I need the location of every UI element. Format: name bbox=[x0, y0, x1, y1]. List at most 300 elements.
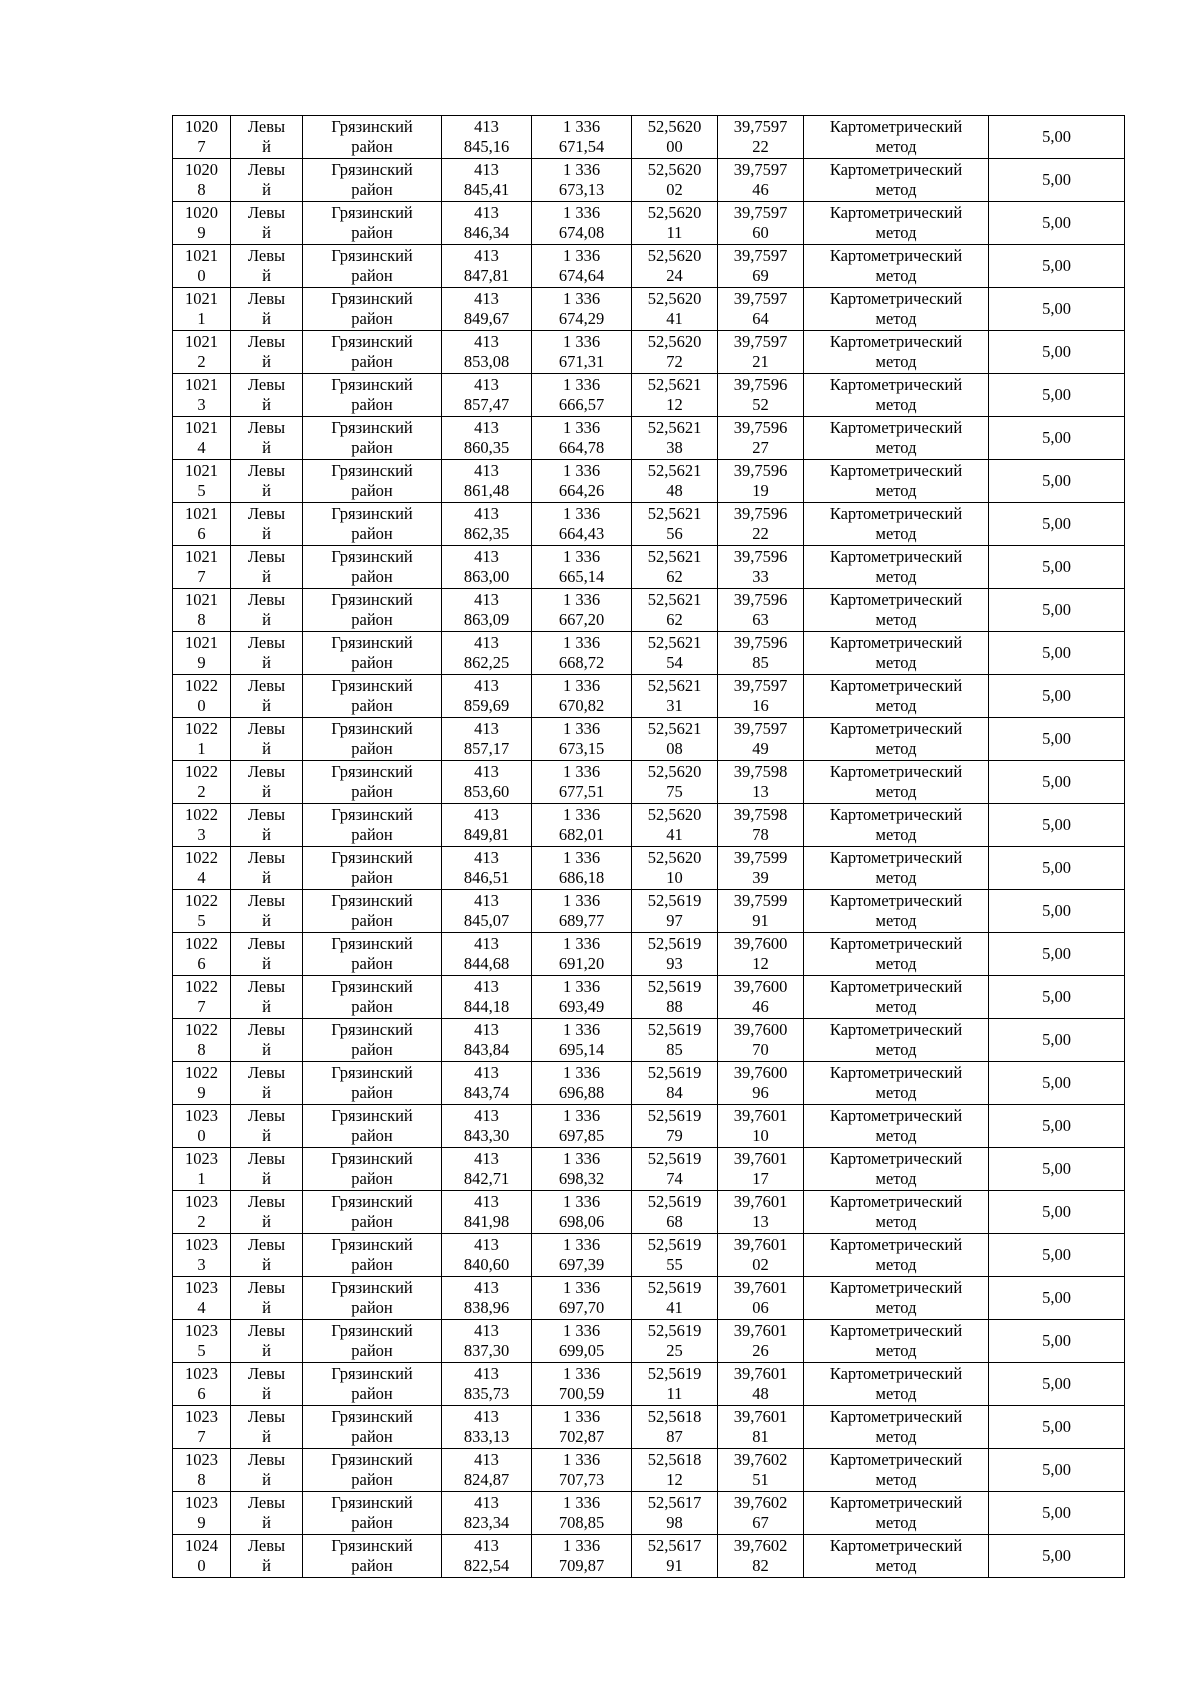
side-cell bbox=[231, 1492, 303, 1535]
district-cell-text: Грязинский район bbox=[331, 1020, 413, 1059]
latitude-cell-text: 52,5617 98 bbox=[647, 1493, 702, 1532]
side-cell-text: Левы й bbox=[247, 590, 286, 629]
x-coordinate-cell-text: 413 823,34 bbox=[463, 1493, 510, 1532]
accuracy-cell bbox=[989, 761, 1125, 804]
method-cell-text: Картометрический метод bbox=[829, 676, 963, 715]
accuracy-cell bbox=[989, 718, 1125, 761]
x-coordinate-cell-text: 413 837,30 bbox=[463, 1321, 510, 1360]
table-row bbox=[173, 1406, 1125, 1449]
y-coordinate-cell bbox=[532, 1449, 632, 1492]
point-number-cell bbox=[173, 202, 231, 245]
accuracy-cell bbox=[989, 1191, 1125, 1234]
latitude-cell bbox=[632, 1492, 718, 1535]
y-coordinate-cell bbox=[532, 890, 632, 933]
y-coordinate-cell bbox=[532, 1191, 632, 1234]
longitude-cell bbox=[718, 202, 804, 245]
method-cell bbox=[804, 245, 989, 288]
x-coordinate-cell bbox=[442, 374, 532, 417]
latitude-cell bbox=[632, 159, 718, 202]
longitude-cell bbox=[718, 589, 804, 632]
point-number-cell-text: 1023 5 bbox=[185, 1321, 218, 1360]
side-cell bbox=[231, 546, 303, 589]
x-coordinate-cell-text: 413 857,47 bbox=[463, 375, 510, 414]
x-coordinate-cell-text: 413 838,96 bbox=[463, 1278, 510, 1317]
side-cell-text: Левы й bbox=[247, 1020, 286, 1059]
point-number-cell bbox=[173, 1191, 231, 1234]
district-cell-text: Грязинский район bbox=[331, 805, 413, 844]
longitude-cell-text: 39,7600 12 bbox=[733, 934, 788, 973]
table-row bbox=[173, 1062, 1125, 1105]
latitude-cell-text: 52,5620 41 bbox=[647, 805, 702, 844]
district-cell bbox=[303, 460, 442, 503]
district-cell bbox=[303, 417, 442, 460]
x-coordinate-cell-text: 413 844,68 bbox=[463, 934, 510, 973]
y-coordinate-cell bbox=[532, 589, 632, 632]
x-coordinate-cell bbox=[442, 1019, 532, 1062]
y-coordinate-cell bbox=[532, 1406, 632, 1449]
side-cell bbox=[231, 1234, 303, 1277]
latitude-cell-text: 52,5618 87 bbox=[647, 1407, 702, 1446]
accuracy-cell-text: 5,00 bbox=[1042, 1116, 1071, 1135]
latitude-cell bbox=[632, 675, 718, 718]
accuracy-cell-text: 5,00 bbox=[1042, 772, 1071, 791]
side-cell-text: Левы й bbox=[247, 418, 286, 457]
method-cell-text: Картометрический метод bbox=[829, 1364, 963, 1403]
table-row bbox=[173, 288, 1125, 331]
method-cell bbox=[804, 288, 989, 331]
point-number-cell bbox=[173, 976, 231, 1019]
x-coordinate-cell-text: 413 843,84 bbox=[463, 1020, 510, 1059]
table-row bbox=[173, 546, 1125, 589]
district-cell bbox=[303, 1105, 442, 1148]
accuracy-cell-text: 5,00 bbox=[1042, 1546, 1071, 1565]
accuracy-cell-text: 5,00 bbox=[1042, 1503, 1071, 1522]
latitude-cell bbox=[632, 976, 718, 1019]
x-coordinate-cell-text: 413 845,16 bbox=[463, 117, 510, 156]
latitude-cell bbox=[632, 1363, 718, 1406]
method-cell bbox=[804, 632, 989, 675]
table-row bbox=[173, 1277, 1125, 1320]
y-coordinate-cell-text: 1 336 664,78 bbox=[558, 418, 605, 457]
side-cell bbox=[231, 761, 303, 804]
accuracy-cell bbox=[989, 632, 1125, 675]
accuracy-cell-text: 5,00 bbox=[1042, 557, 1071, 576]
method-cell-text: Картометрический метод bbox=[829, 1536, 963, 1575]
y-coordinate-cell-text: 1 336 673,13 bbox=[558, 160, 605, 199]
latitude-cell-text: 52,5619 85 bbox=[647, 1020, 702, 1059]
side-cell bbox=[231, 245, 303, 288]
point-number-cell-text: 1020 9 bbox=[185, 203, 218, 242]
method-cell-text: Картометрический метод bbox=[829, 160, 963, 199]
accuracy-cell bbox=[989, 675, 1125, 718]
longitude-cell bbox=[718, 1363, 804, 1406]
accuracy-cell bbox=[989, 933, 1125, 976]
accuracy-cell bbox=[989, 847, 1125, 890]
method-cell-text: Картометрический метод bbox=[829, 246, 963, 285]
method-cell-text: Картометрический метод bbox=[829, 117, 963, 156]
district-cell bbox=[303, 1277, 442, 1320]
longitude-cell bbox=[718, 1406, 804, 1449]
latitude-cell bbox=[632, 331, 718, 374]
district-cell-text: Грязинский район bbox=[331, 762, 413, 801]
method-cell-text: Картометрический метод bbox=[829, 375, 963, 414]
accuracy-cell bbox=[989, 589, 1125, 632]
method-cell-text: Картометрический метод bbox=[829, 1407, 963, 1446]
accuracy-cell-text: 5,00 bbox=[1042, 1288, 1071, 1307]
method-cell-text: Картометрический метод bbox=[829, 805, 963, 844]
table-row bbox=[173, 374, 1125, 417]
district-cell-text: Грязинский район bbox=[331, 1235, 413, 1274]
point-number-cell bbox=[173, 1062, 231, 1105]
method-cell-text: Картометрический метод bbox=[829, 504, 963, 543]
longitude-cell bbox=[718, 718, 804, 761]
side-cell-text: Левы й bbox=[247, 1278, 286, 1317]
side-cell bbox=[231, 202, 303, 245]
table-row bbox=[173, 159, 1125, 202]
district-cell-text: Грязинский район bbox=[331, 977, 413, 1016]
district-cell-text: Грязинский район bbox=[331, 1407, 413, 1446]
accuracy-cell-text: 5,00 bbox=[1042, 1417, 1071, 1436]
latitude-cell bbox=[632, 1105, 718, 1148]
latitude-cell-text: 52,5619 97 bbox=[647, 891, 702, 930]
x-coordinate-cell-text: 413 842,71 bbox=[463, 1149, 510, 1188]
longitude-cell bbox=[718, 116, 804, 159]
longitude-cell bbox=[718, 976, 804, 1019]
side-cell bbox=[231, 1277, 303, 1320]
x-coordinate-cell bbox=[442, 288, 532, 331]
table-row bbox=[173, 1191, 1125, 1234]
district-cell bbox=[303, 589, 442, 632]
accuracy-cell-text: 5,00 bbox=[1042, 385, 1071, 404]
latitude-cell-text: 52,5619 11 bbox=[647, 1364, 702, 1403]
point-number-cell-text: 1021 4 bbox=[185, 418, 218, 457]
accuracy-cell bbox=[989, 503, 1125, 546]
district-cell-text: Грязинский район bbox=[331, 1493, 413, 1532]
y-coordinate-cell-text: 1 336 695,14 bbox=[558, 1020, 605, 1059]
table-row bbox=[173, 890, 1125, 933]
table-body bbox=[173, 116, 1125, 1578]
longitude-cell-text: 39,7596 52 bbox=[733, 375, 788, 414]
method-cell bbox=[804, 1492, 989, 1535]
x-coordinate-cell bbox=[442, 503, 532, 546]
longitude-cell-text: 39,7602 82 bbox=[733, 1536, 788, 1575]
district-cell-text: Грязинский район bbox=[331, 1536, 413, 1575]
district-cell-text: Грязинский район bbox=[331, 891, 413, 930]
side-cell-text: Левы й bbox=[247, 891, 286, 930]
point-number-cell bbox=[173, 632, 231, 675]
side-cell-text: Левы й bbox=[247, 762, 286, 801]
y-coordinate-cell bbox=[532, 632, 632, 675]
district-cell-text: Грязинский район bbox=[331, 1321, 413, 1360]
point-number-cell-text: 1022 1 bbox=[185, 719, 218, 758]
y-coordinate-cell bbox=[532, 1148, 632, 1191]
point-number-cell bbox=[173, 1449, 231, 1492]
side-cell bbox=[231, 374, 303, 417]
y-coordinate-cell-text: 1 336 674,08 bbox=[558, 203, 605, 242]
y-coordinate-cell-text: 1 336 664,43 bbox=[558, 504, 605, 543]
x-coordinate-cell bbox=[442, 804, 532, 847]
latitude-cell bbox=[632, 503, 718, 546]
table-row bbox=[173, 331, 1125, 374]
accuracy-cell bbox=[989, 1363, 1125, 1406]
latitude-cell bbox=[632, 288, 718, 331]
y-coordinate-cell bbox=[532, 417, 632, 460]
longitude-cell-text: 39,7597 21 bbox=[733, 332, 788, 371]
district-cell bbox=[303, 718, 442, 761]
longitude-cell bbox=[718, 1492, 804, 1535]
x-coordinate-cell-text: 413 840,60 bbox=[463, 1235, 510, 1274]
latitude-cell bbox=[632, 847, 718, 890]
longitude-cell-text: 39,7599 91 bbox=[733, 891, 788, 930]
latitude-cell bbox=[632, 1234, 718, 1277]
latitude-cell-text: 52,5620 10 bbox=[647, 848, 702, 887]
method-cell-text: Картометрический метод bbox=[829, 719, 963, 758]
district-cell bbox=[303, 1062, 442, 1105]
side-cell-text: Левы й bbox=[247, 1192, 286, 1231]
longitude-cell-text: 39,7597 22 bbox=[733, 117, 788, 156]
accuracy-cell-text: 5,00 bbox=[1042, 1245, 1071, 1264]
y-coordinate-cell bbox=[532, 202, 632, 245]
y-coordinate-cell bbox=[532, 1062, 632, 1105]
x-coordinate-cell bbox=[442, 847, 532, 890]
latitude-cell bbox=[632, 933, 718, 976]
longitude-cell-text: 39,7601 13 bbox=[733, 1192, 788, 1231]
latitude-cell-text: 52,5619 93 bbox=[647, 934, 702, 973]
latitude-cell-text: 52,5621 54 bbox=[647, 633, 702, 672]
x-coordinate-cell bbox=[442, 1363, 532, 1406]
point-number-cell-text: 1023 9 bbox=[185, 1493, 218, 1532]
x-coordinate-cell-text: 413 860,35 bbox=[463, 418, 510, 457]
x-coordinate-cell-text: 413 843,74 bbox=[463, 1063, 510, 1102]
district-cell bbox=[303, 1406, 442, 1449]
point-number-cell bbox=[173, 847, 231, 890]
table-row bbox=[173, 589, 1125, 632]
side-cell bbox=[231, 503, 303, 546]
table-row bbox=[173, 804, 1125, 847]
table-row bbox=[173, 503, 1125, 546]
x-coordinate-cell bbox=[442, 1234, 532, 1277]
district-cell-text: Грязинский район bbox=[331, 246, 413, 285]
y-coordinate-cell bbox=[532, 546, 632, 589]
latitude-cell bbox=[632, 1019, 718, 1062]
side-cell bbox=[231, 675, 303, 718]
district-cell-text: Грязинский район bbox=[331, 848, 413, 887]
district-cell bbox=[303, 374, 442, 417]
x-coordinate-cell-text: 413 822,54 bbox=[463, 1536, 510, 1575]
district-cell bbox=[303, 847, 442, 890]
side-cell bbox=[231, 632, 303, 675]
longitude-cell bbox=[718, 847, 804, 890]
point-number-cell bbox=[173, 1363, 231, 1406]
method-cell bbox=[804, 1535, 989, 1578]
longitude-cell-text: 39,7596 27 bbox=[733, 418, 788, 457]
x-coordinate-cell-text: 413 863,09 bbox=[463, 590, 510, 629]
y-coordinate-cell bbox=[532, 675, 632, 718]
side-cell-text: Левы й bbox=[247, 1364, 286, 1403]
latitude-cell bbox=[632, 1535, 718, 1578]
district-cell-text: Грязинский район bbox=[331, 934, 413, 973]
accuracy-cell-text: 5,00 bbox=[1042, 729, 1071, 748]
latitude-cell bbox=[632, 632, 718, 675]
point-number-cell-text: 1022 8 bbox=[185, 1020, 218, 1059]
table-row bbox=[173, 1019, 1125, 1062]
latitude-cell bbox=[632, 546, 718, 589]
side-cell bbox=[231, 804, 303, 847]
latitude-cell-text: 52,5619 68 bbox=[647, 1192, 702, 1231]
longitude-cell bbox=[718, 374, 804, 417]
point-number-cell-text: 1023 1 bbox=[185, 1149, 218, 1188]
table-row bbox=[173, 202, 1125, 245]
side-cell bbox=[231, 718, 303, 761]
longitude-cell bbox=[718, 1148, 804, 1191]
latitude-cell-text: 52,5621 62 bbox=[647, 590, 702, 629]
y-coordinate-cell bbox=[532, 1492, 632, 1535]
district-cell bbox=[303, 245, 442, 288]
district-cell bbox=[303, 1535, 442, 1578]
latitude-cell bbox=[632, 460, 718, 503]
point-number-cell bbox=[173, 804, 231, 847]
side-cell bbox=[231, 159, 303, 202]
latitude-cell-text: 52,5618 12 bbox=[647, 1450, 702, 1489]
latitude-cell-text: 52,5621 31 bbox=[647, 676, 702, 715]
y-coordinate-cell-text: 1 336 664,26 bbox=[558, 461, 605, 500]
method-cell bbox=[804, 202, 989, 245]
point-number-cell bbox=[173, 503, 231, 546]
y-coordinate-cell-text: 1 336 673,15 bbox=[558, 719, 605, 758]
point-number-cell bbox=[173, 546, 231, 589]
accuracy-cell-text: 5,00 bbox=[1042, 1159, 1071, 1178]
latitude-cell-text: 52,5621 12 bbox=[647, 375, 702, 414]
side-cell bbox=[231, 417, 303, 460]
accuracy-cell bbox=[989, 417, 1125, 460]
latitude-cell bbox=[632, 245, 718, 288]
longitude-cell bbox=[718, 1062, 804, 1105]
longitude-cell-text: 39,7601 17 bbox=[733, 1149, 788, 1188]
latitude-cell-text: 52,5619 55 bbox=[647, 1235, 702, 1274]
y-coordinate-cell-text: 1 336 670,82 bbox=[558, 676, 605, 715]
y-coordinate-cell-text: 1 336 691,20 bbox=[558, 934, 605, 973]
y-coordinate-cell bbox=[532, 503, 632, 546]
method-cell bbox=[804, 546, 989, 589]
method-cell bbox=[804, 116, 989, 159]
point-number-cell bbox=[173, 245, 231, 288]
longitude-cell bbox=[718, 331, 804, 374]
district-cell-text: Грязинский район bbox=[331, 1149, 413, 1188]
x-coordinate-cell bbox=[442, 890, 532, 933]
method-cell bbox=[804, 1406, 989, 1449]
district-cell bbox=[303, 503, 442, 546]
point-number-cell-text: 1021 3 bbox=[185, 375, 218, 414]
longitude-cell-text: 39,7601 06 bbox=[733, 1278, 788, 1317]
x-coordinate-cell bbox=[442, 1492, 532, 1535]
district-cell-text: Грязинский район bbox=[331, 1450, 413, 1489]
method-cell bbox=[804, 1148, 989, 1191]
district-cell bbox=[303, 116, 442, 159]
point-number-cell-text: 1023 4 bbox=[185, 1278, 218, 1317]
point-number-cell bbox=[173, 331, 231, 374]
district-cell-text: Грязинский район bbox=[331, 203, 413, 242]
district-cell bbox=[303, 1019, 442, 1062]
accuracy-cell-text: 5,00 bbox=[1042, 170, 1071, 189]
point-number-cell-text: 1023 6 bbox=[185, 1364, 218, 1403]
y-coordinate-cell bbox=[532, 976, 632, 1019]
method-cell bbox=[804, 804, 989, 847]
x-coordinate-cell bbox=[442, 1062, 532, 1105]
longitude-cell-text: 39,7596 33 bbox=[733, 547, 788, 586]
side-cell bbox=[231, 890, 303, 933]
x-coordinate-cell-text: 413 863,00 bbox=[463, 547, 510, 586]
y-coordinate-cell-text: 1 336 665,14 bbox=[558, 547, 605, 586]
longitude-cell bbox=[718, 632, 804, 675]
longitude-cell bbox=[718, 675, 804, 718]
table-row bbox=[173, 632, 1125, 675]
longitude-cell bbox=[718, 1019, 804, 1062]
longitude-cell-text: 39,7601 02 bbox=[733, 1235, 788, 1274]
point-number-cell bbox=[173, 159, 231, 202]
accuracy-cell-text: 5,00 bbox=[1042, 858, 1071, 877]
district-cell bbox=[303, 1234, 442, 1277]
point-number-cell-text: 1023 7 bbox=[185, 1407, 218, 1446]
side-cell-text: Левы й bbox=[247, 1493, 286, 1532]
side-cell bbox=[231, 976, 303, 1019]
side-cell bbox=[231, 1406, 303, 1449]
accuracy-cell-text: 5,00 bbox=[1042, 256, 1071, 275]
y-coordinate-cell-text: 1 336 674,64 bbox=[558, 246, 605, 285]
longitude-cell-text: 39,7597 64 bbox=[733, 289, 788, 328]
latitude-cell bbox=[632, 761, 718, 804]
district-cell bbox=[303, 632, 442, 675]
method-cell bbox=[804, 460, 989, 503]
accuracy-cell bbox=[989, 245, 1125, 288]
side-cell bbox=[231, 331, 303, 374]
point-number-cell-text: 1023 2 bbox=[185, 1192, 218, 1231]
side-cell bbox=[231, 1148, 303, 1191]
longitude-cell bbox=[718, 761, 804, 804]
method-cell-text: Картометрический метод bbox=[829, 977, 963, 1016]
accuracy-cell bbox=[989, 804, 1125, 847]
accuracy-cell-text: 5,00 bbox=[1042, 686, 1071, 705]
table-row bbox=[173, 460, 1125, 503]
method-cell-text: Картометрический метод bbox=[829, 547, 963, 586]
latitude-cell bbox=[632, 374, 718, 417]
side-cell bbox=[231, 1062, 303, 1105]
district-cell-text: Грязинский район bbox=[331, 504, 413, 543]
x-coordinate-cell-text: 413 861,48 bbox=[463, 461, 510, 500]
point-number-cell-text: 1023 8 bbox=[185, 1450, 218, 1489]
point-number-cell bbox=[173, 288, 231, 331]
y-coordinate-cell bbox=[532, 1105, 632, 1148]
latitude-cell-text: 52,5620 00 bbox=[647, 117, 702, 156]
side-cell bbox=[231, 1535, 303, 1578]
method-cell-text: Картометрический метод bbox=[829, 418, 963, 457]
district-cell bbox=[303, 890, 442, 933]
method-cell bbox=[804, 1363, 989, 1406]
latitude-cell-text: 52,5619 88 bbox=[647, 977, 702, 1016]
longitude-cell bbox=[718, 288, 804, 331]
longitude-cell bbox=[718, 159, 804, 202]
side-cell bbox=[231, 460, 303, 503]
latitude-cell-text: 52,5619 74 bbox=[647, 1149, 702, 1188]
side-cell-text: Левы й bbox=[247, 633, 286, 672]
method-cell-text: Картометрический метод bbox=[829, 289, 963, 328]
method-cell bbox=[804, 761, 989, 804]
longitude-cell bbox=[718, 804, 804, 847]
accuracy-cell bbox=[989, 546, 1125, 589]
district-cell bbox=[303, 1320, 442, 1363]
x-coordinate-cell bbox=[442, 761, 532, 804]
x-coordinate-cell bbox=[442, 1449, 532, 1492]
method-cell bbox=[804, 1277, 989, 1320]
